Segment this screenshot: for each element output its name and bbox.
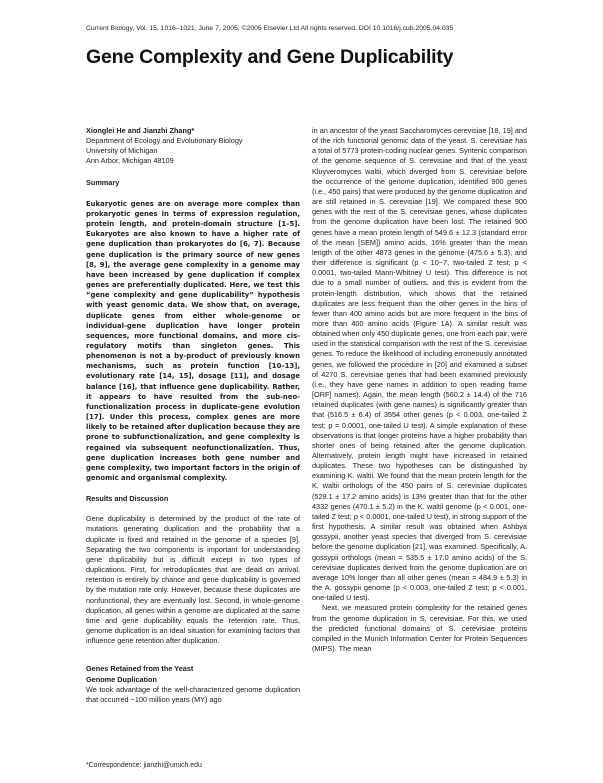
body-paragraph: in an ancestor of the yeast Saccharomyces cerevisiae [18, 19] and of the rich functional genomic data of the yeast. S. cerevisiae has a total of 5773 protein-coding nuclear genes. Syntenic comparison of the genome sequence of S. cerevisiae and that of the yeast Kluyveromyces waltii, which diverged from S. cerevisiae before the occurrence of the genome duplication, identified 900 genes (i.e., 450 pairs) that were produced by the genome duplication and are still retained in S. cerevisiae [19]. We compared these 900 genes with the rest of the S. cerevisiae genes, whose duplicates from the genome duplication have been lost. The retained 900 genes have a mean protein length of 549.6 ± 12.3 (standard error of the mean [SEM]) amino acids, 16% greater than the mean length of the other 4873 genes in the genome (475.6 ± 5.3), and their difference is significant (p < 10−7, two-tailed Z test; p < 0.0001, two-tailed Mann-Whitney U test). This difference is not due to a small number of outliers, and this is evident from the protein-length distribution, which shows that the retained duplicates are less frequent than the other genes in the bins of fewer than 400 amino acids but are more frequent in the bins of more than 400 amino acids (Figure 1A). A similar result was obtained when only 450 duplicate genes, one from each pair, were used in the statistical comparison with the rest of the S. cerevisiae genes. To reduce the likelihood of including erroneously annotated genes, we followed the procedure in [20] and examined a subset of 4270 S. cerevisiae genes that had been examined previously (i.e., they have gene names in addition to open reading frame [ORF] names). Again, the mean length (560.2 ± 14.4) of the 716 retained duplicates (with gene names) is significantly greater than that (516.5 ± 6.4) of 3554 other genes (p < 0.003, one-tailed Z test; p = 0.0001, one-tailed U test). A simple explanation of these observations is that longer proteins have a higher probability than shorter ones of being retained after the genome duplication. Alternatively, protein length might have increased in retained duplicates. These two hypotheses can be distinguished by examining K. waltii. We found that the mean protein length for the K. waltii orthologs of the 450 pairs of S. cerevisiae duplicates (529.1 ± 17.2 amino acids) is 13% greater than that for the other 4332 genes (470.1 ± 5.2) in the K. waltii genome (p < 0.001, one-tailed Z test; p < 0.0001, one-tailed U test), in strong support of the first hypothesis. A similar result was obtained when Ashbya gossypii, another yeast species that diverged from S. cerevisiae before the genome duplication [21], was examined. Specifically, A. gossypii orthologs (mean = 535.5 ± 17.0 amino acids) of the S. cerevisiae duplicates derived from the genome duplication are on average 10% longer than all other genes (mean = 484.9 ± 5.3) in the A. gossypii genome (p < 0.003, one-tailed Z test; p < 0.001, one-tailed U test). [312, 126, 527, 603]
summary-text: Eukaryotic genes are on average more complex than prokaryotic genes in terms of expression regulation, protein length, and protein-domain structure [1–5]. Eukaryotes are also known to have a higher rate of gene duplication than prokaryotes do [6, 7]. Because gene duplication is the primary source of new genes [8, 9], the average gene complexity in a genome may have been increased by gene duplication if complex genes are preferentially duplicated. Here, we test this “gene complexity and gene duplicability” hypothesis with yeast genomic data. We show that, on average, duplicate genes from either whole-genome or individual-gene duplication have longer protein sequences, more functional domains, and more cis-regulatory motifs than singleton genes. This phenomenon is not a by-product of previously known mechanisms, such as protein function [10–13], evolutionary rate [14, 15], dosage [11], and dosage balance [16], that influence gene duplicability. Rather, it appears to have resulted from the sub-neo-functionalization process in duplicate-gene evolution [17]. Under this process, complex genes are more likely to be retained after duplication because they are prone to subfunctionalization, and gene complexity is regained via subsequent neofunctionalization. Thus, gene duplication increases both gene number and gene complexity, two important factors in the origin of genomic and organismal complexity. [86, 199, 300, 482]
affiliation-line: Ann Arbor, Michigan 48109 [86, 156, 174, 166]
left-column [86, 126, 300, 705]
body-paragraph: Next, we measured protein complexity for the retained genes from the genome duplication in S. cerevisiae. For this, we used the predicted functional domains of S. cerevisiae proteins compiled in the Munich Information Center for Protein Sequences (MIPS). The mean [312, 603, 527, 653]
summary-heading: Summary [86, 177, 120, 187]
right-column [312, 126, 527, 654]
affiliation-line: University of Michigan [86, 146, 158, 156]
correspondence-footnote: *Correspondence: jianzhi@umich.edu [86, 762, 202, 769]
affiliation-line: Department of Ecology and Evolutionary Biology [86, 136, 243, 146]
subsection-paragraph: We took advantage of the well-characterized genome duplication that occurred ~100 million years (MY) ago [86, 684, 300, 704]
running-head: Current Biology, Vol. 15, 1016–1021, June 7, 2005, ©2005 Elsevier Ltd All rights reserved. DOI 10.1016/j.cub.2005.04.035 [86, 25, 454, 32]
subsection-heading: Genes Retained from the Yeast [86, 664, 194, 674]
results-paragraph: Gene duplicability is determined by the product of the rate of mutations generating duplication and the probability that a duplicate is fixed and retained in the genome of a species [9]. Separating the two components is important for understanding gene duplicability but is difficult except in two types of duplications. First, for retroduplicates that are dead on arrival, retention is entirely by chance and gene duplicability is governed by the mutation rate only. However, because these duplicates are nonfunctional, they are eventually lost. Second, in whole-genome duplication, all genes within a genome are duplicated at the same time and gene duplicability equals the retention rate. Thus, genome duplication is an ideal situation for examining factors that influence gene retention after duplication. [86, 514, 300, 646]
results-heading: Results and Discussion [86, 494, 169, 504]
authors: Xionglei He and Jianzhi Zhang* [86, 126, 195, 135]
article-title: Gene Complexity and Gene Duplicability [86, 46, 454, 68]
subsection-heading: Genome Duplication [86, 674, 157, 684]
